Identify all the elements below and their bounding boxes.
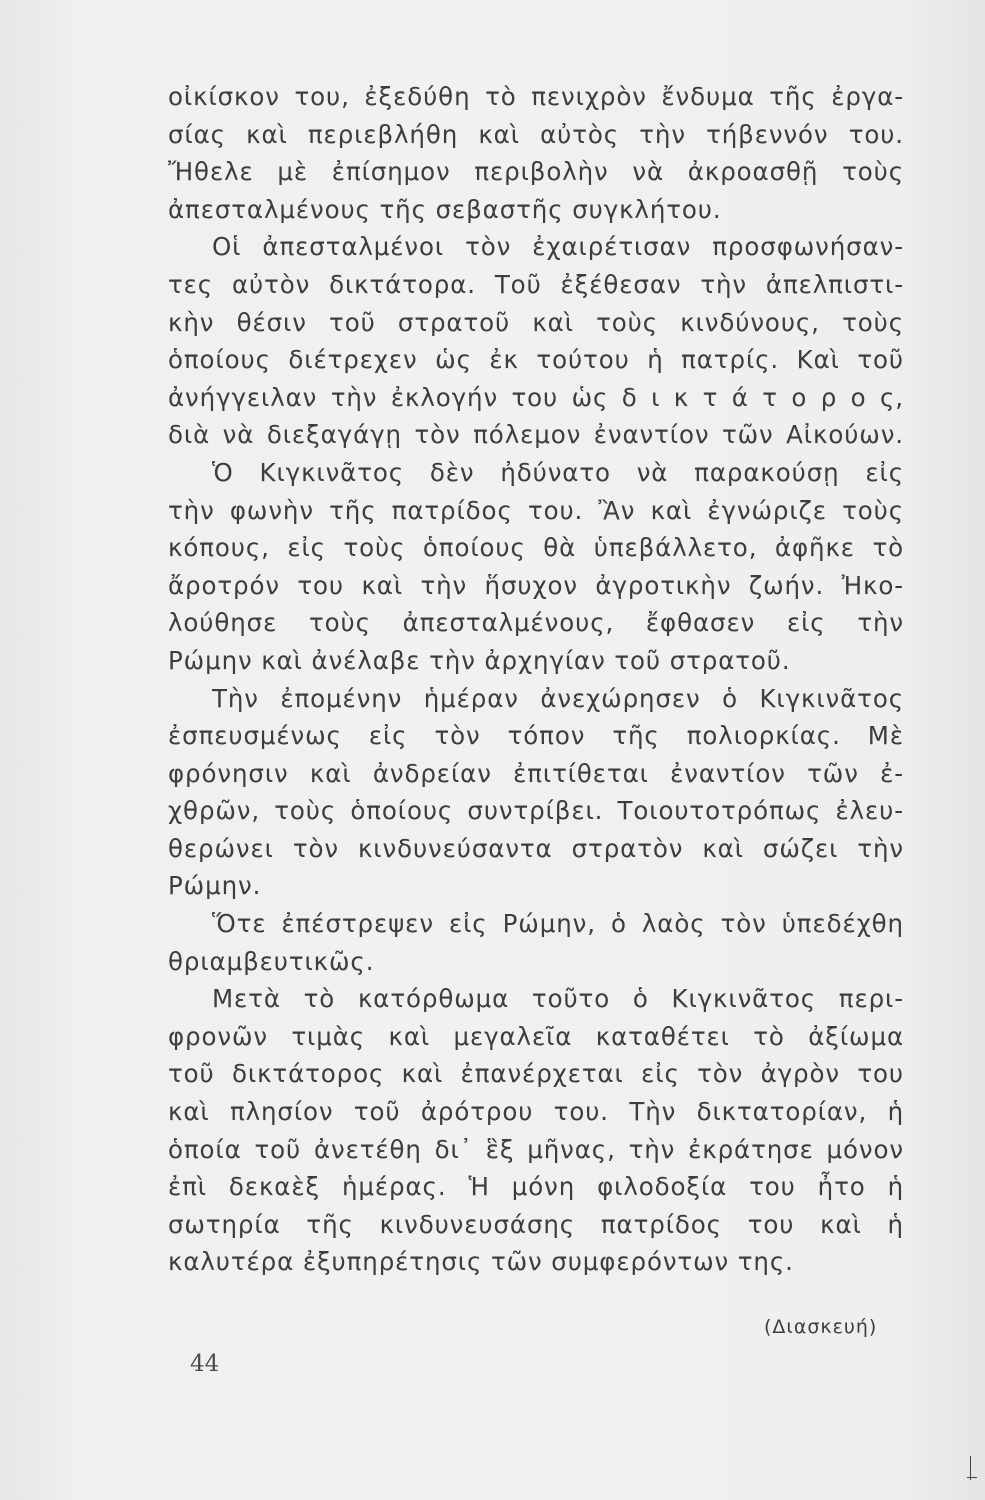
source-note: (Διασκευή) (764, 1316, 878, 1338)
text-line: φρόνησιν καὶ ἀνδρείαν ἐπιτίθεται ἐναντίον τῶν ἐ- (168, 758, 904, 788)
text-line: τες αὐτὸν δικτάτορα. Τοῦ ἐξέθεσαν τὴν ἀπελπιστι- (168, 269, 904, 299)
text-line: Ἤθελε μὲ ἐπίσημον περιβολὴν νὰ ἀκροασθῇ τοὺς (168, 157, 904, 187)
text-line: χθρῶν, τοὺς ὁποίους συντρίβει. Τοιουτοτρόπως ἐλευ- (168, 796, 904, 826)
page-number: 44 (190, 1351, 220, 1377)
body-text (168, 78, 904, 1281)
text-line: Τὴν ἐπομένην ἡμέραν ἀνεχώρησεν ὁ Κιγκινᾶτος (212, 683, 904, 713)
text-line: διὰ νὰ διεξαγάγῃ τὸν πόλεμον ἐναντίον τῶν Αἰκούων. (168, 420, 904, 450)
text-line: ὁποίους διέτρεχεν ὡς ἐκ τούτου ἡ πατρίς. Καὶ τοῦ (168, 345, 904, 375)
text-line: ὁποία τοῦ ἀνετέθη δι᾽ ἓξ μῆνας, τὴν ἐκράτησε μόνον (168, 1134, 904, 1164)
text-line: ἀπεσταλμένους τῆς σεβαστῆς συγκλήτου. (168, 194, 722, 224)
text-line: τὴν φωνὴν τῆς πατρίδος του. Ἂν καὶ ἐγνώριζε τοὺς (168, 495, 904, 525)
text-line: οἰκίσκον του, ἐξεδύθη τὸ πενιχρὸν ἔνδυμα τῆς ἐργα- (168, 82, 904, 111)
text-line: κὴν θέσιν τοῦ στρατοῦ καὶ τοὺς κινδύνους, τοὺς (168, 307, 904, 337)
text-line: σίας καὶ περιεβλήθη καὶ αὐτὸς τὴν τήβεννόν του. (168, 119, 904, 149)
text-line: ἐσπευσμένως εἰς τὸν τόπον τῆς πολιορκίας. Μὲ (168, 721, 904, 751)
text-line: τοῦ δικτάτορος καὶ ἐπανέρχεται εἰς τὸν ἀγρὸν του (168, 1059, 904, 1089)
text-line: καὶ πλησίον τοῦ ἀρότρου του. Τὴν δικτατορίαν, ἡ (168, 1097, 904, 1127)
text-line: Οἱ ἀπεσταλμένοι τὸν ἐχαιρέτισαν προσφωνήσαν- (212, 232, 904, 262)
text-line: Ρώμην καὶ ἀνέλαβε τὴν ἀρχηγίαν τοῦ στρατοῦ. (168, 645, 791, 675)
text-line: λούθησε τοὺς ἀπεσταλμένους, ἔφθασεν εἰς τὴν (168, 608, 904, 638)
text-line: Ὁ Κιγκινᾶτος δὲν ἠδύνατο νὰ παρακούσῃ εἰς (212, 457, 904, 487)
text-line: θερώνει τὸν κινδυνεύσαντα στρατὸν καὶ σώζει τὴν (168, 833, 904, 863)
text-line: ἐπὶ δεκαὲξ ἡμέρας. Ἡ μόνη φιλοδοξία του ἦτο ἡ (168, 1172, 904, 1202)
text-line: Ρώμην. (168, 871, 262, 901)
text-line: ἄροτρόν του καὶ τὴν ἥσυχον ἀγροτικὴν ζωήν. Ἠκο- (168, 570, 904, 600)
text-line: θριαμβευτικῶς. (168, 946, 375, 976)
text-line: Μετὰ τὸ κατόρθωμα τοῦτο ὁ Κιγκινᾶτος περι- (212, 984, 904, 1014)
text-line: Ὅτε ἐπέστρεψεν εἰς Ρώμην, ὁ λαὸς τὸν ὑπεδέχθη (212, 909, 904, 939)
text-line: σωτηρία τῆς κινδυνευσάσης πατρίδος του καὶ ἡ (168, 1209, 904, 1239)
text-line: ἀνήγγειλαν τὴν ἐκλογήν του ὡς δ ι κ τ ά τ ο ρ ο ς, (168, 382, 904, 412)
text-line: φρονῶν τιμὰς καὶ μεγαλεῖα καταθέτει τὸ ἀξίωμα (168, 1021, 904, 1051)
text-line: κόπους, εἰς τοὺς ὁποίους θὰ ὑπεβάλλετο, ἀφῆκε τὸ (168, 533, 904, 563)
crop-mark (970, 1456, 979, 1480)
text-line: καλυτέρα ἐξυπηρέτησις τῶν συμφερόντων της. (168, 1247, 794, 1277)
